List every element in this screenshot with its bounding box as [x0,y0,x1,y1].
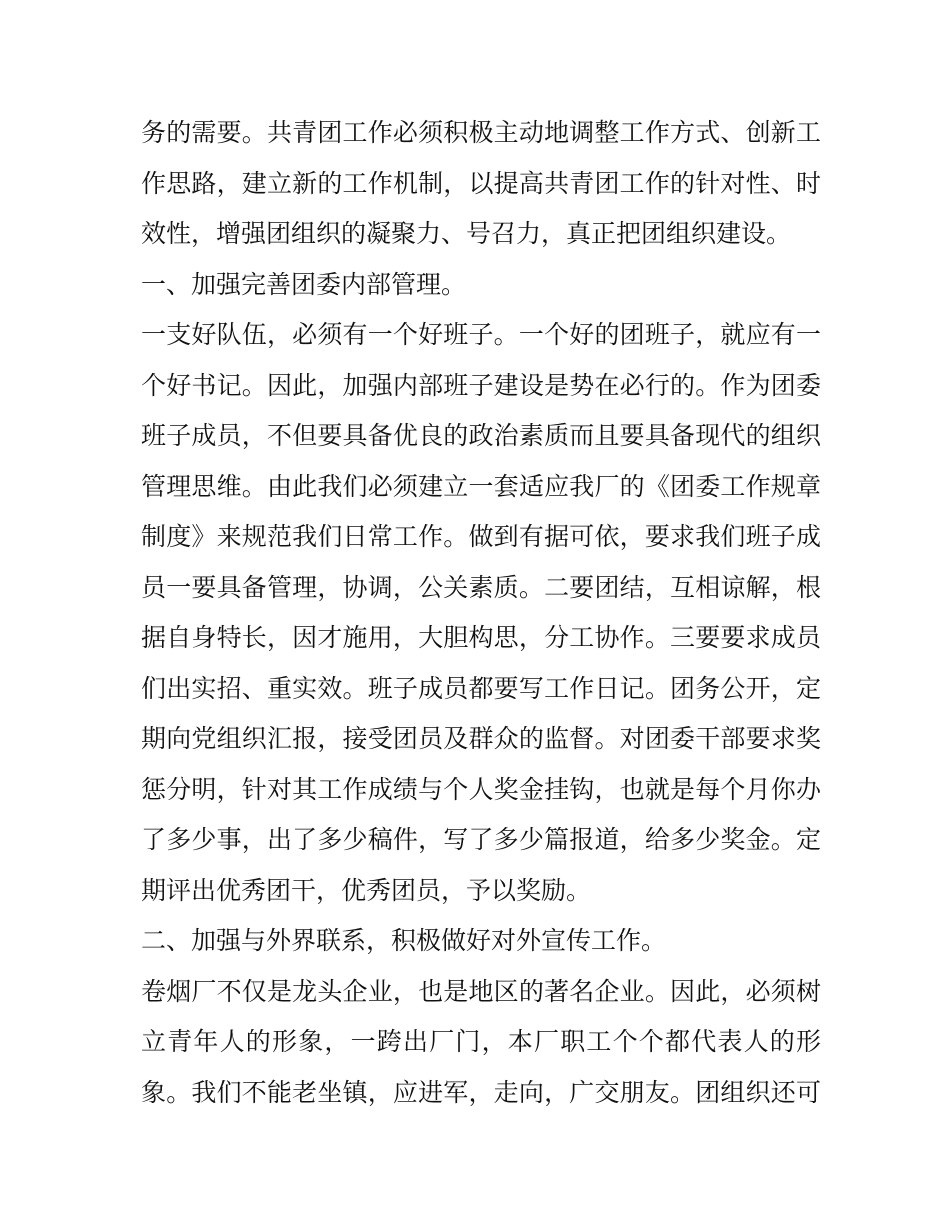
text-line: 一支好队伍，必须有一个好班子。一个好的团班子，就应有一 [141,320,821,349]
text-line: 们出实招、重实效。班子成员都要写工作日记。团务公开，定 [141,673,821,703]
text-line: 务的需要。共青团工作必须积极主动地调整工作方式、创新工 [141,118,821,147]
text-line: 管理思维。由此我们必须建立一套适应我厂的《团委工作规章 [141,471,821,501]
body-text [141,108,821,1118]
text-line: 个好书记。因此，加强内部班子建设是势在必行的。作为团委 [141,370,821,400]
section-heading-1: 一、加强完善团委内部管理。 [141,269,467,299]
text-line: 作思路，建立新的工作机制，以提高共青团工作的针对性、时 [141,168,821,198]
text-line: 班子成员，不但要具备优良的政治素质而且要具备现代的组织 [141,421,821,450]
text-line: 制度》来规范我们日常工作。做到有据可依，要求我们班子成 [141,522,821,551]
text-line: 卷烟厂不仅是龙头企业，也是地区的著名企业。因此，必须树 [141,976,821,1006]
text-line: 了多少事，出了多少稿件，写了多少篇报道，给多少奖金。定 [141,825,821,854]
text-line: 据自身特长，因才施用，大胆构思，分工协作。三要要求成员 [141,623,821,652]
text-line: 象。我们不能老坐镇，应进军，走向，广交朋友。团组织还可 [141,1077,821,1107]
text-line: 惩分明，针对其工作成绩与个人奖金挂钩，也就是每个月你办 [141,774,821,804]
text-line: 效性，增强团组织的凝聚力、号召力，真正把团组织建设。 [141,219,792,248]
text-line: 期评出优秀团干，优秀团员，予以奖励。 [141,875,592,905]
text-line: 期向党组织汇报，接受团员及群众的监督。对团委干部要求奖 [141,724,821,753]
section-heading-2: 二、加强与外界联系，积极做好对外宣传工作。 [141,926,667,955]
text-line: 立青年人的形象，一跨出厂门，本厂职工个个都代表人的形 [141,1027,821,1056]
text-line: 员一要具备管理，协调，公关素质。二要团结，互相谅解，根 [141,572,821,602]
